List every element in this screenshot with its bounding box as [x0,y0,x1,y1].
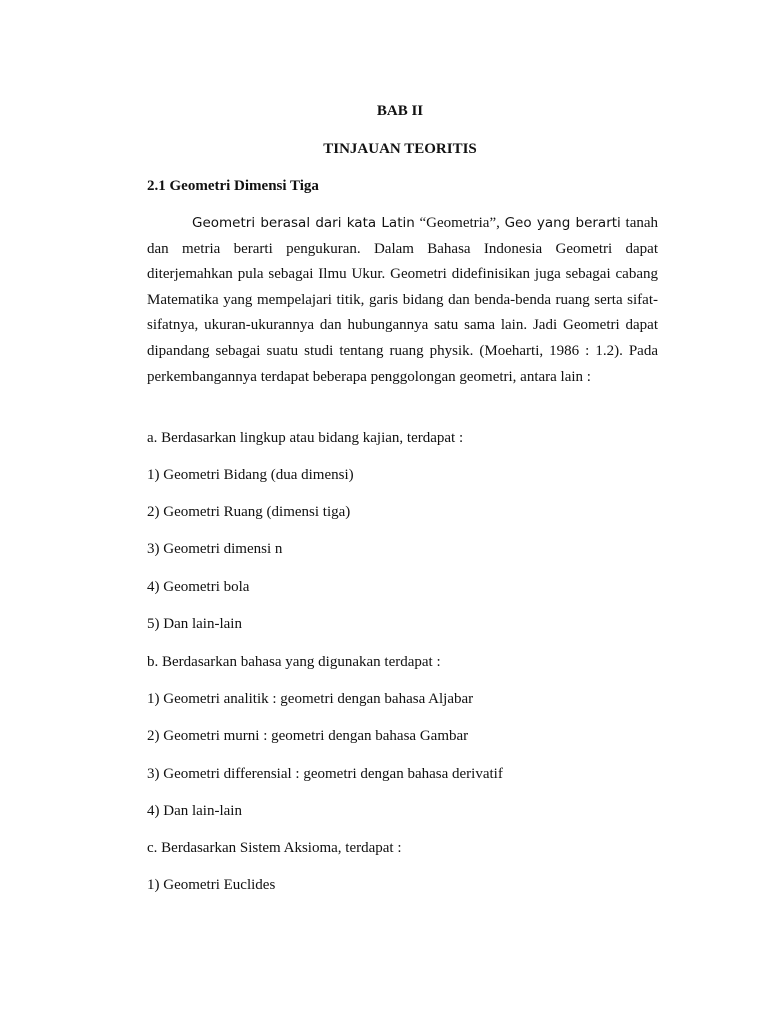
chapter-label: BAB II [376,103,424,119]
list-item: 1) Geometri Euclides [147,877,276,893]
list-item: 5) Dan lain-lain [147,616,242,632]
list-item: 3) Geometri dimensi n [147,541,283,557]
paragraph-rest: tanah dan metria berarti pengukuran. Dalam Bahasa Indonesia Geometri dapat diterjemahkan pula sebagai Ilmu Ukur. Geometri didefinisikan juga sebagai cabang Matematika yang mempelajari titik, garis bidang dan benda-benda ruang serta sifat-sifatnya, ukuran-ukurannya dan hubungannya satu sama lain. Jadi Geometri dapat dipandang sebagai suatu studi tentang ruang physik. (Moeharti, 1986 : 1.2). Pada perkembangannya terdapat beberapa penggolongan geometri, antara lain : [147,215,659,385]
list-item: 1) Geometri Bidang (dua dimensi) [147,467,354,483]
list-item: 3) Geometri differensial : geometri dengan bahasa derivatif [147,766,503,782]
paragraph-quote: “Geometria”, [414,215,505,231]
list-item: a. Berdasarkan lingkup atau bidang kajian, terdapat : [147,430,464,446]
paragraph-part-1: Geometri berasal dari kata Latin [192,215,415,231]
list-item: 1) Geometri analitik : geometri dengan bahasa Aljabar [147,691,474,707]
list-item: 2) Geometri murni : geometri dengan bahasa Gambar [147,728,469,744]
list-item: 4) Geometri bola [147,579,250,595]
paragraph-part-2: Geo yang berarti [504,215,621,231]
list-item: c. Berdasarkan Sistem Aksioma, terdapat : [147,840,402,856]
list-item: b. Berdasarkan bahasa yang digunakan terdapat : [147,654,441,670]
chapter-title: TINJAUAN TEORITIS [323,141,477,157]
section-heading: 2.1 Geometri Dimensi Tiga [147,178,319,194]
body-paragraph [147,211,658,390]
list-item: 4) Dan lain-lain [147,803,242,819]
list-item: 2) Geometri Ruang (dimensi tiga) [147,504,351,520]
